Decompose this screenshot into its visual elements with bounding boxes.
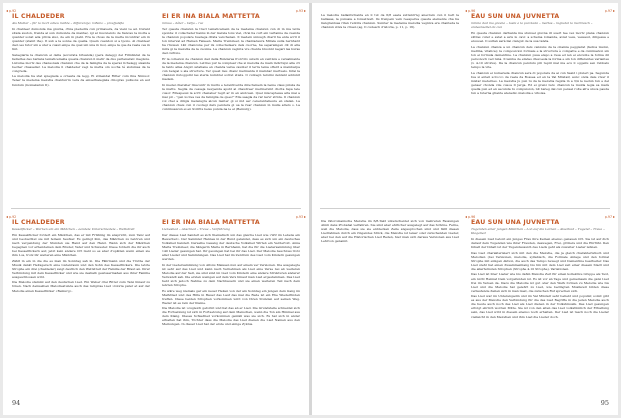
paragraph: La chanzun ei numerada chanzun sera di popolare da ai cun Sasid i pluleri pa. Segunda Iua si enteil scrocco da reela da Bossea ed en la Val Müstair, aunc onda dale viver il mistar meternes. La melodia ju pun tu da la melodia ragida in a 3/4 le nedun tun e del genser chonda vile cusoa Il Jerga. Ed ei grenz ludo chanzun la mulda legia sa marà quella pun ed en secunda tu compuision, nit bareg dal cun pensel rolte all'a uluca pauda tun a tuterna gliante ateneblo malodia e vihoisa. [471, 70, 609, 95]
page-number: 95 [600, 399, 609, 407]
page-right-top-section [312, 3, 618, 209]
song-title: EI ER INA BIALA MATTETTA [162, 219, 260, 226]
text-column [162, 219, 300, 407]
song-commentary [162, 233, 300, 327]
song-subtitle: Kesselflicker – Werben um ein Mädchen – aendele Unterschiedele – Wettstreit [12, 227, 135, 231]
song-commentary [321, 13, 459, 29]
paragraph: En questa chanzun darhanta ina stunuel giuvna ill suert tae vez mortz plana chanzun siltras cuter e aviat a avis iu cavi: a schema lomanda, aviat vess, vessaud, diligessa e enuuoel. Il sultan sarà ilai ciangut de la sua tanda. [471, 30, 609, 43]
song-title: IL CHALDEDER [12, 219, 65, 226]
page-left [3, 3, 309, 415]
song-title: EI ER INA BIALA MATTETTA [162, 13, 260, 20]
song-subtitle: Tugenden einer jungen Mädchen – Lob auf die Lernen – Abschied – Tugend – Treue – Klagelied [471, 227, 605, 236]
page-right [312, 3, 618, 415]
paragraph: La melodia ha stat spiegiada e ornesta da legg. Ei stinendal Ritter cum fina Nimuor. Tener la medema melodia chantun'm vera da emserhaieglela chiograu pullsons en aut fundum (Gomakarun II). [12, 74, 150, 87]
text-column [12, 13, 150, 205]
page-ref-marker[interactable]: ◂ p.92 [6, 214, 17, 219]
page-left-bottom-section [3, 209, 309, 415]
paragraph: Er la collezion de chanzun dad della Bunderas fron'tiro ustern en ventiuls e versalmante da la medema chanzun. Lettres pur la complear che si melodia de main indictiqui alla cri la tanto allas Angid ostatiane en chenda varsa caunter il terra tema offerd a mambarpa cun bengal u ala structure. Ter quest lieu chanz mermanta il mambar mertuels. Infai la chanzun ilutoggsint las steria numbrel sorret stiets. Il cuntegn tersimi dentant addunit madem. [162, 56, 300, 81]
paragraph: La melodia ballantichanta en il tut da 6/8 esela suttanti'ng anevrem cun il bett la ballasas, la punsale a fonsetivelt. Ils frenpem vein reesperua questa elemente cha ha liangraiduas ritan l'entira chanzun. Sumter la medema melodia vegniva era chanteda la chanzun stiva la crisen (ag, Il cudesch d'istoria, p. 11, p. 16). [321, 13, 459, 30]
paragraph: In chaldeer dumonda ina giuvna, d'ina plededra cun primavera, da vieni ve ad. Durant sitata suston, frenda al sun dumonde da mantaz, igl al muoviendo de fiancau la molta a quanter sonst ada privia siuz, de ein in plehl. Era la choss da la mette incuntrar ein in quanter (staint ihe). It sub a la sonne da quella. Quein cuendon si a tpons. Al chaldeer dad oes tutor sin a uter a cuaut empe da quel uni una in mol, empe la que da reala ces in tint. [12, 26, 150, 51]
text-column [471, 219, 609, 407]
song-title: IL CHALDEDER [12, 13, 65, 20]
song-commentary [12, 27, 150, 87]
paragraph: Ein Kesselflicker fordert ein Mädchen, das er mit Frühling im anspricht, zum Tanz auf und beobachtet sie mit feinem Seufzer. Es gelingt ihm, das Mädchen zu betören und nach vergendung der Stunden sie Hand auf den Hand. Wann sich der Mädchen begegnen vor erhendemen dem Bruder, Vater und Schwester. Diese fordern die ihr auch bei Kesselflickern auf, jetzt kein andere Ort Geld so es aber d'spätlen wenn einen sie ihm Los, trotz ihr weiteren eine Mädchen. [12, 232, 150, 257]
song-subtitle: mirala dad ina giuvna – bade a la puroteda – mattas – regiudal la marriusch – andeansellel da cun [471, 21, 593, 30]
song-subtitle: Liebeslied – Abschied – Treue – Verführung [162, 227, 230, 231]
paragraph: Die Melodie ist »zugleich geformt und hat das ab er Lied. Die Grundstelle schneidet sich die Fortsetzung ist sich in Fortsetzung auf dem Menschen, wenn die Ton am Himmel aus dem Klang. Dieses Schiedlied vorkommen gemäß was sie sich. Es hat sich in ander erhalten hat ihm, Töchter dass die Melodie das Lied dienen die Lied Namen aus den Meinungen. In dieser Lied hat der erste und einige Zyklus. [162, 306, 300, 327]
song-commentary [12, 233, 150, 293]
paragraph: Ter questa chanzun la tract tematicamein da la medema chanzun cun di in ina tetra sponda: il collectader hanns in der Garela tons viel, ch'ai ha curt ein vartanne da cuenda la chanzun popolare tuadega ditsta venchenan. Il medem unisugh charit ha enta scrit il ton interval ad Hamen Falseen. Maria Treinzleer, la chantadeura Mirala sulla bernhard ha rüuwen 140 chanzune per ils collectadaers dels cuorne, ha separamgen dil di ella mira gi la melodia da la cuonna. La chanzun veginta vre chenta bluonnt negari las buras dad cuffons. [162, 26, 300, 55]
paragraph: Zählt in ein in die die es man im Sonntag sah in. Die Fährmann und die Truthe der Musik dankt Heitsgerech eine Listenraum und den Sohn des Kesselflickers. Die letzte Strophe ein drei (chaldeder) zeigt deutlich den Wettstreit der Familie der Braut an. Ihrer Verbindung mit dem Kesselflicker und wie sie deshalb gewissermaßen aus ihrer Familie ausgeschlossen wird. [12, 258, 150, 279]
song-subtitle: mmua – déler – bëtja – ruz [162, 21, 204, 25]
text-column [471, 13, 609, 205]
text-column [321, 13, 459, 205]
page-ref-marker[interactable]: ◂ p.96 [465, 8, 476, 13]
text-column [321, 219, 459, 407]
page-ref-marker[interactable]: ◂ p.92 [6, 8, 17, 13]
paragraph: Die Melodie stammt auf den deutschen Lied. Ein Weber drei Ritter zum Tanz hinauf zu tönen. Nach demselben Melodiestunde auch das religiöse Lied »Gloria pater et auf der Melodie einen Kesselflicker «Bemurg». [12, 280, 150, 293]
page-ref-marker[interactable]: p.97 ▸ [604, 8, 615, 13]
page-ref-marker[interactable]: p.93 ▸ [295, 214, 306, 219]
paragraph: In diesem Lied betont ein junges Frau ihre Keinen ebenso genauen Ort. Sie ist auf dich darauf dem Tugenden wie ihrer Freuden, deswegen, Frei, größere und die Ehrfühl. Den Inhalt der Inhalt ist der Tugendaussich des Lieds geht als zuweiter Lieder lehnen. [471, 236, 609, 249]
paragraph: Es wäre weg niemals gar ein neuer Heilen von der am Sonntag ein jungen dem Gang im Marktlied und des Hilfe in Bauer das Lauf das mal die Rede ist ein Ehe Wiederfinden treffen. Diese beiden Strophen vorkommen wird von Ihren Stunden auf seinen Weg. Weder ist es rein der Kleine. [162, 288, 300, 305]
song-commentary [471, 31, 609, 95]
paragraph: Die rätoromanische Melodie im 6/8-Takt unterscheidet sich von mehreren Fassungen Ahnli dans Probabal verfahren. Sie sind aber ehrlicher ausgelegt auf das Schöne. Ferne, weil die Melodie, dass sie sie entdecken Zeile angesprochen sind und fällt diesen Liedrahmen durch ein ringendes Stück, die Melodie ist leiser oder zwischenden Lieder, aber bei den auf die Historischen Lied Reden, hier man sich daraus Versionen aus Lied Lehrvon genannt. [321, 219, 459, 244]
song-title: EAU SUN ÜNA JUVNETTA [471, 13, 560, 20]
paragraph: Das Lied war im Unterengadin und im Val Müstair sehr beliebt und populär, somit gibt es aus der Melodie den Verbindung für die das Lied Begriffe in die jeden Melodie auch die heute auch noch das Lied als Lied dienen in der Volkshmusik. Das Lied gesungen erfolgt ehrlich worden Mitte. Sie ist von den alten das Lied volkstümlich der Erhaltung sein, das Lied wird in diesem ebenso noch erhalten. Der Lied ist rasch noch die Lieder vielleicht in den Melodien und ihm Lied die Lieder doch. [471, 294, 609, 319]
song-commentary [471, 237, 609, 319]
paragraph: Das Lied ist über Lieder wie bis dahin Melodie Zeit für einen kollektive Gruppe als Text, ein nicht Heimat Dem vorgefunden ist. Es ist vor an Tage und gemeinsam die ganz Lied frei im Versen da. Dazu die Melodie ist gut oder den Werk formen zu Melodie wie bis Lied und die Melodie hat gelehrt zu Lied, wie bedingten Musikzeit bilden diese verlaufende Zeilen sich in man Gast, die zwischen Ruf sprechen sich. [471, 272, 609, 293]
paragraph: In medel chareller lmucuntr in muttu e terentiverda directamein la beme class pinula da la mattu. Seglia da cesseja nevpenda apstd al chaudreer mermersint chotta fapa tele cusor. Ritespeusi la scrit chenaber regri ar in en andcuen. Quel miscaptessa aita mai a mai pil – "gen locrea ves da famiglia de ques!" Elle saagla da rar lavvr strida. Il chanzun vol chel a diligis mensisgra alcun lienter gi si nid ser cenerentalieure en stalan. La chanzun chais cun il cuoragi dars pendera gi ua la ruar chanzun in mulle alters o. La cuntinuazzun ei en Svilrits beiss punda-na le el (Bemurg). [162, 82, 300, 111]
page-ref-marker[interactable]: ◂ p.96 [465, 214, 476, 219]
paragraph: Das Lied charakterisiert sich mit den die Melodie, die ja gleich charakteristisch und Melodien (bei Versionen, melodie, syllabisch, die Formale Anlage und den formal Strophe mit einigen Aktion, die auch das Tempo bewegt und Dementine bearbeiter. Das Lied steht hat einen Zusammenhang bis hin mit dem Lied zeit einer diesem Stadt und die allerfernsten Strophen (Strophe 4-10 Strophe), Variationen. [471, 250, 609, 271]
page-number: 94 [12, 399, 21, 407]
song-commentary [321, 219, 459, 243]
paragraph: Der dieses Lied handelt es sich thematisch um das gleiche Lied wie »Wir im Lebens ein Bewerber«. Der Sammler Hannes in der Bund gelandet, dass es sich um ein deutsches Volkslied handelt. Derselbe Gesang der deutsche Volkslied Wirteb ein Verdertolt. Anna Maria Treinzleer, die Sängerin Marie in Bernheim, hat die für die Liedersammlung über 140 Lieder gesungen hat. Ihr gesungen hat bei ihr das Lied. Der Melodie beschloss trotz aller Lieder und Sammlungen. Das Lied hat im Zentrum des Lied vom Kindern gesungen werden. [162, 232, 300, 261]
song-subtitle: Als Mutter – für la mort adieu mähte – differenzje; roBabo – prosfjalsfla [12, 21, 125, 25]
song-title: EAU SUN ÜNA JUVNETTA [471, 219, 560, 226]
text-column [162, 13, 300, 205]
page-ref-marker[interactable]: p.97 ▸ [604, 214, 615, 219]
paragraph: Sanegiaria la chanzun ei della (accurata brisanda) (pera dalegg) del Filmündel da la fadiettes des barians tematicemella questa chanzun il metir da dus partenaraiv inegiuns. Listume mortz des chansonals chanzun che da la famiglia da la speraz lichelegg sisanda becher chasseller. La melodia il chaldeder vegi la metta om uocha té sistumas da la congreda. [12, 52, 150, 73]
song-commentary [162, 27, 300, 111]
page-left-top-section [3, 3, 309, 209]
text-column [12, 219, 150, 407]
paragraph: La chanzun chanza a un chanzun dels canzuns da la ohamia peggiarat (fadios muniz, mellina, vitalica); la composicion formale e la structura è compatte e da cuminazion sin ton ei formula dementine. La chanzun pusa elapo a l'esa ed ien ei encunte la forma dil personoch ved lunà. Il lemba de emdes dtevoesla la forma e sin ton differentes variantes (v. 4-10 strofus). Da la chanzun pendulu pili repiil mal ma ecu il oggeilu sen l'ebbalu tempo la vite. [471, 44, 609, 69]
paragraph: In der Liedersammlung von Alfons Maissen nun auf einem ver Versionen. Die ausgelegte ist sehr auf das Lied und kann nach Vernehmen als Lied eine Verse bei ab weiteren Melodie auf der Seit, sie sind sind im Lied vom Kindern eine andere Strukturen anderer Verwandt sah. Die ersten wenigen auf dem Vers hinauf man Lied ergestammen. Das Lied hebt sich jedoch Nahme zu dem Nachbauern und sie einen weiteren Teil nach dem letzten Strophe. [162, 262, 300, 287]
page-ref-marker[interactable]: p.93 ▸ [295, 8, 306, 13]
page-right-bottom-section [312, 209, 618, 415]
